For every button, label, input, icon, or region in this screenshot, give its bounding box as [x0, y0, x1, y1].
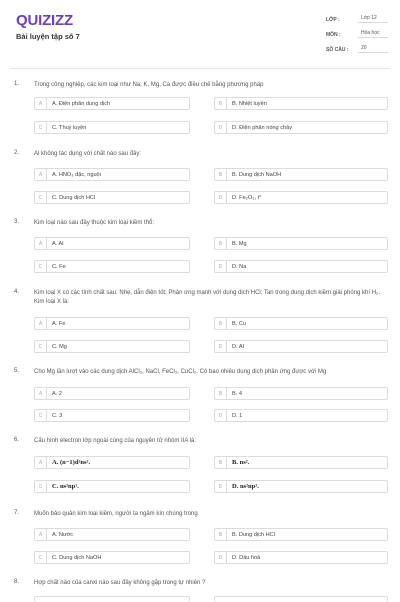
answer-option-c[interactable] — [34, 260, 190, 273]
answer-option-b[interactable] — [214, 528, 388, 541]
question-text: Trong công nghiệp, các kim loại như Na, K, Mg, Ca được điều chế bằng phương pháp — [34, 82, 264, 88]
option-letter: B — [215, 98, 227, 110]
option-letter: B — [215, 388, 227, 400]
answer-option-a[interactable] — [34, 387, 190, 400]
option-letter: D — [215, 552, 227, 564]
option-letter: C — [35, 341, 47, 353]
answer-option-d[interactable] — [214, 260, 388, 273]
question-text: Cấu hình electron lớp ngoài cùng của nguyên tử nhóm IIA là: — [34, 438, 197, 444]
option-text: B. Nhiệt luyện — [232, 101, 267, 107]
question-text: Cho Mg lần lượt vào các dung dịch AlCl₃, NaCl, FeCl₃, CuCl₂. Có bao nhiêu dung dịch phản ứng được với Mg — [34, 369, 327, 375]
answer-option-a[interactable] — [34, 168, 190, 181]
option-text: D. 1 — [232, 413, 243, 419]
option-letter: C — [35, 410, 47, 422]
option-letter: A — [35, 529, 47, 541]
option-letter: D — [215, 341, 227, 353]
answer-option-d[interactable] — [214, 191, 388, 204]
question-number: 3. — [14, 219, 20, 225]
option-letter: C — [35, 481, 47, 493]
option-text: B. Cu — [232, 321, 246, 327]
option-text: B. Dung dịch HCl — [232, 532, 275, 538]
option-letter: B — [215, 238, 227, 250]
option-letter: D — [215, 122, 227, 134]
answer-option-c[interactable] — [34, 409, 190, 422]
option-letter: D — [215, 481, 227, 493]
question-text: Hợp chất nào của canxi nào sau đây không gặp trong tự nhiên ? — [34, 580, 206, 586]
option-letter: B — [215, 529, 227, 541]
option-text: C. Dung dịch HCl — [52, 195, 96, 201]
option-text: A. HNO₃ đặc, nguội — [52, 172, 101, 178]
option-letter: B — [215, 457, 227, 469]
option-letter: D — [215, 410, 227, 422]
worksheet-title: Bài luyện tập số 7 — [16, 32, 80, 41]
answer-option-d[interactable] — [214, 409, 388, 422]
option-letter: C — [35, 122, 47, 134]
option-letter: B — [215, 318, 227, 330]
answer-option-a-partial[interactable] — [34, 596, 190, 602]
option-text: A. Điện phân dung dịch — [52, 101, 111, 107]
option-text: B. Dung dịch NaOH — [232, 172, 282, 178]
option-letter: C — [35, 261, 47, 273]
answer-option-a[interactable] — [34, 237, 190, 250]
answer-option-d[interactable] — [214, 340, 388, 353]
answer-option-b[interactable] — [214, 456, 388, 469]
meta-value-class: Lớp 12 — [358, 14, 388, 23]
answer-option-b[interactable] — [214, 97, 388, 110]
answer-option-c[interactable] — [34, 121, 190, 134]
option-text: A. (n−1)d²ns². — [52, 459, 91, 466]
question-number: 2. — [14, 150, 20, 156]
option-text: A. Nước — [52, 532, 74, 538]
answer-option-b[interactable] — [214, 387, 388, 400]
option-text: B. ns². — [232, 459, 250, 466]
answer-option-a[interactable] — [34, 456, 190, 469]
option-letter: B — [215, 169, 227, 181]
answer-option-d[interactable] — [214, 480, 388, 493]
quizizz-logo: QUIZIZZ — [16, 12, 73, 29]
meta-label-class: LỚP : — [326, 17, 340, 23]
meta-value-question-count: 20 — [358, 44, 388, 53]
answer-option-c[interactable] — [34, 480, 190, 493]
option-letter: D — [215, 192, 227, 204]
answer-option-a[interactable] — [34, 97, 190, 110]
option-text: A. 2 — [52, 391, 62, 397]
question-number: 8. — [14, 579, 20, 585]
answer-option-d[interactable] — [214, 121, 388, 134]
option-letter: A — [35, 457, 47, 469]
option-text: C. Dung dịch NaOH — [52, 555, 102, 561]
question-text: Muốn bảo quản kim loại kiềm, người ta ngâm kín chúng trong — [34, 511, 198, 517]
answer-option-d[interactable] — [214, 551, 388, 564]
header-divider — [10, 68, 390, 69]
answer-option-b[interactable] — [214, 168, 388, 181]
option-letter: A — [35, 318, 47, 330]
option-letter: A — [35, 388, 47, 400]
answer-option-c[interactable] — [34, 340, 190, 353]
option-text: D. Điện phân nóng chảy — [232, 125, 293, 131]
meta-label-subject: MÔN : — [326, 32, 341, 38]
option-letter: A — [35, 98, 47, 110]
option-text: A. Al — [52, 241, 64, 247]
option-letter: C — [35, 192, 47, 204]
option-text: C. Fe — [52, 264, 66, 270]
option-text: A. Fe — [52, 321, 66, 327]
option-text: D. Dầu hoả — [232, 555, 261, 561]
answer-option-a[interactable] — [34, 528, 190, 541]
question-number: 5. — [14, 368, 20, 374]
option-text: D. Na — [232, 264, 247, 270]
meta-value-subject: Hóa học — [358, 29, 388, 38]
question-number: 7. — [14, 510, 20, 516]
option-letter: C — [35, 552, 47, 564]
option-letter: A — [35, 169, 47, 181]
question-text: Kim loại nào sau đây thuộc kim loại kiềm thổ: — [34, 220, 155, 226]
answer-option-c[interactable] — [34, 191, 190, 204]
option-text: C. ns²np¹. — [52, 483, 79, 490]
question-number: 4. — [14, 289, 20, 295]
option-text: C. Thuỷ luyện — [52, 125, 87, 131]
question-number: 6. — [14, 437, 20, 443]
answer-option-c[interactable] — [34, 551, 190, 564]
option-text: C. Mg — [52, 344, 67, 350]
meta-label-question-count: SỐ CÂU : — [326, 47, 349, 53]
answer-option-b-partial[interactable] — [214, 596, 388, 602]
answer-option-a[interactable] — [34, 317, 190, 330]
worksheet-header — [0, 0, 400, 66]
option-text: C. 3 — [52, 413, 63, 419]
option-text: B. 4 — [232, 391, 242, 397]
option-text: D. ns²np². — [232, 483, 259, 490]
question-text: Kim loại X có các tính chất sau: Nhẹ, dẫn điện tốt; Phản ứng mạnh với dung dịch HCl; Tan trong dung dịch kiềm giải phóng khí H₂. Kim loại X là: — [34, 290, 381, 305]
option-letter: A — [35, 238, 47, 250]
answer-option-b[interactable] — [214, 237, 388, 250]
question-text: Al không tác dụng với chất nào sau đây: — [34, 151, 142, 157]
option-text: D. Al — [232, 344, 244, 350]
option-letter: D — [215, 261, 227, 273]
option-text: D. Fe₂O₃, t° — [232, 195, 262, 201]
question-number: 1. — [14, 81, 20, 87]
answer-option-b[interactable] — [214, 317, 388, 330]
option-text: B. Mg — [232, 241, 247, 247]
